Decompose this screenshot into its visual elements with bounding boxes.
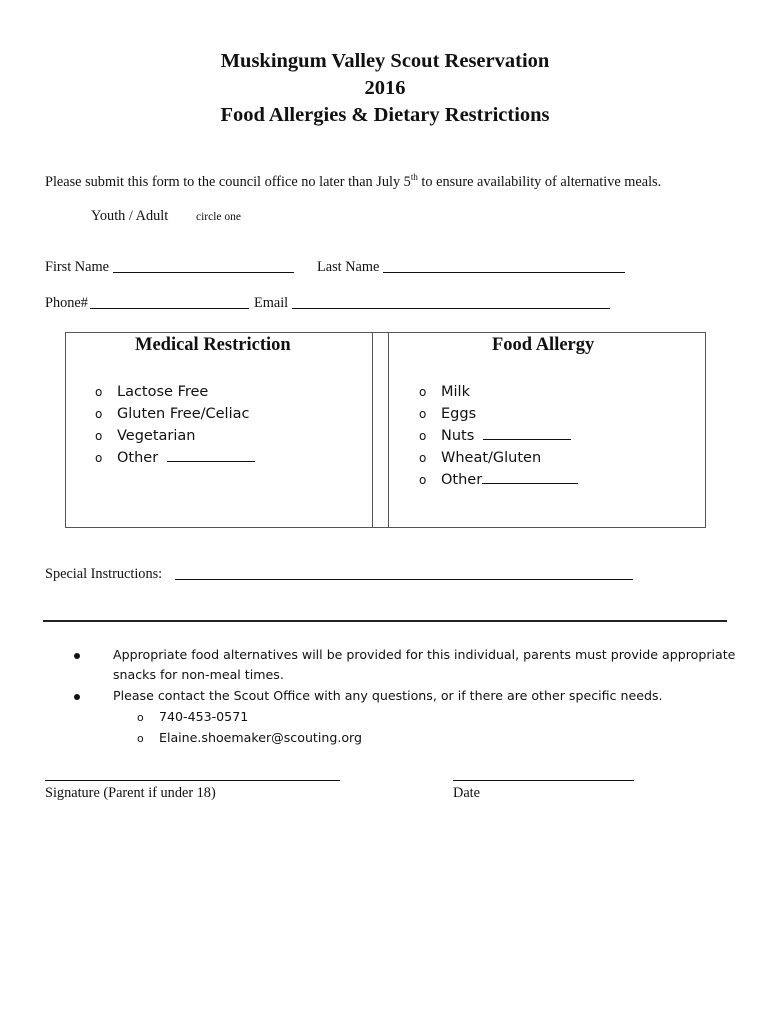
special-instructions-label: Special Instructions: bbox=[45, 566, 163, 582]
intro-sup: th bbox=[410, 172, 418, 182]
title-line-2: 2016 bbox=[364, 77, 406, 99]
box-divider bbox=[388, 332, 389, 528]
contact-phone-item bbox=[137, 707, 248, 729]
option-label: Other bbox=[441, 472, 483, 488]
intro-text bbox=[45, 172, 661, 191]
special-instructions-field[interactable] bbox=[175, 566, 633, 580]
option-label: Eggs bbox=[441, 406, 477, 422]
option-label: Nuts bbox=[441, 428, 475, 444]
sub-bullet: o bbox=[137, 711, 144, 724]
option-bullet: o bbox=[419, 407, 427, 421]
option-label: Lactose Free bbox=[117, 384, 209, 400]
bullet-dot-icon bbox=[74, 653, 80, 659]
option-bullet: o bbox=[419, 385, 427, 399]
note-food-alternatives-line1: Appropriate food alternatives will be provided for this individual, parents must provide appropriate bbox=[113, 647, 736, 662]
allergy-option-other[interactable] bbox=[419, 469, 578, 491]
signature-field[interactable] bbox=[45, 780, 340, 781]
note-contact-office: Please contact the Scout Office with any questions, or if there are other specific needs. bbox=[113, 688, 663, 703]
medical-option-lactose[interactable] bbox=[95, 381, 208, 403]
last-name-label: Last Name bbox=[317, 259, 380, 275]
option-label: Gluten Free/Celiac bbox=[117, 406, 250, 422]
allergy-heading: Food Allergy bbox=[492, 335, 595, 355]
option-label: Other bbox=[117, 450, 159, 466]
medical-other-field[interactable] bbox=[167, 449, 255, 462]
allergy-option-milk[interactable] bbox=[419, 381, 470, 403]
option-label: Milk bbox=[441, 384, 470, 400]
title-line-1: Muskingum Valley Scout Reservation bbox=[220, 50, 550, 72]
phone-field[interactable] bbox=[90, 295, 249, 309]
note-food-alternatives-line2: snacks for non-meal times. bbox=[113, 667, 284, 682]
allergy-option-eggs[interactable] bbox=[419, 403, 476, 425]
option-bullet: o bbox=[419, 473, 427, 487]
box-divider bbox=[372, 332, 373, 528]
contact-email[interactable]: Elaine.shoemaker@scouting.org bbox=[159, 730, 362, 745]
medical-heading: Medical Restriction bbox=[135, 335, 291, 355]
email-field[interactable] bbox=[292, 295, 610, 309]
bullet-dot-icon bbox=[74, 694, 80, 700]
page-title bbox=[0, 48, 770, 129]
option-bullet: o bbox=[419, 429, 427, 443]
contact-email-item bbox=[137, 728, 362, 750]
option-bullet: o bbox=[95, 429, 103, 443]
first-name-field[interactable] bbox=[113, 259, 294, 273]
intro-before: Please submit this form to the council office no later than July 5 bbox=[45, 173, 411, 190]
allergy-other-field[interactable] bbox=[482, 471, 578, 484]
medical-option-other[interactable] bbox=[95, 447, 255, 469]
section-divider bbox=[43, 620, 727, 622]
first-name-label: First Name bbox=[45, 259, 109, 275]
option-bullet: o bbox=[95, 407, 103, 421]
date-label: Date bbox=[453, 785, 480, 801]
date-field[interactable] bbox=[453, 780, 634, 781]
phone-label: Phone# bbox=[45, 295, 88, 311]
allergy-option-nuts[interactable] bbox=[419, 425, 571, 447]
last-name-field[interactable] bbox=[383, 259, 625, 273]
option-label: Vegetarian bbox=[117, 428, 196, 444]
allergy-option-wheat[interactable] bbox=[419, 447, 541, 469]
allergy-nuts-field[interactable] bbox=[483, 427, 571, 440]
youth-adult-choice[interactable]: Youth / Adult bbox=[91, 208, 169, 224]
signature-label: Signature (Parent if under 18) bbox=[45, 785, 216, 801]
contact-phone: 740-453-0571 bbox=[159, 709, 249, 724]
intro-after: to ensure availability of alternative meals. bbox=[417, 173, 662, 190]
sub-bullet: o bbox=[137, 732, 144, 745]
option-bullet: o bbox=[95, 385, 103, 399]
medical-option-gluten[interactable] bbox=[95, 403, 249, 425]
option-bullet: o bbox=[95, 451, 103, 465]
title-line-3: Food Allergies & Dietary Restrictions bbox=[220, 104, 550, 126]
option-label: Wheat/Gluten bbox=[441, 450, 542, 466]
email-label: Email bbox=[254, 295, 289, 311]
circle-one-hint: circle one bbox=[196, 211, 242, 223]
medical-option-vegetarian[interactable] bbox=[95, 425, 195, 447]
option-bullet: o bbox=[419, 451, 427, 465]
